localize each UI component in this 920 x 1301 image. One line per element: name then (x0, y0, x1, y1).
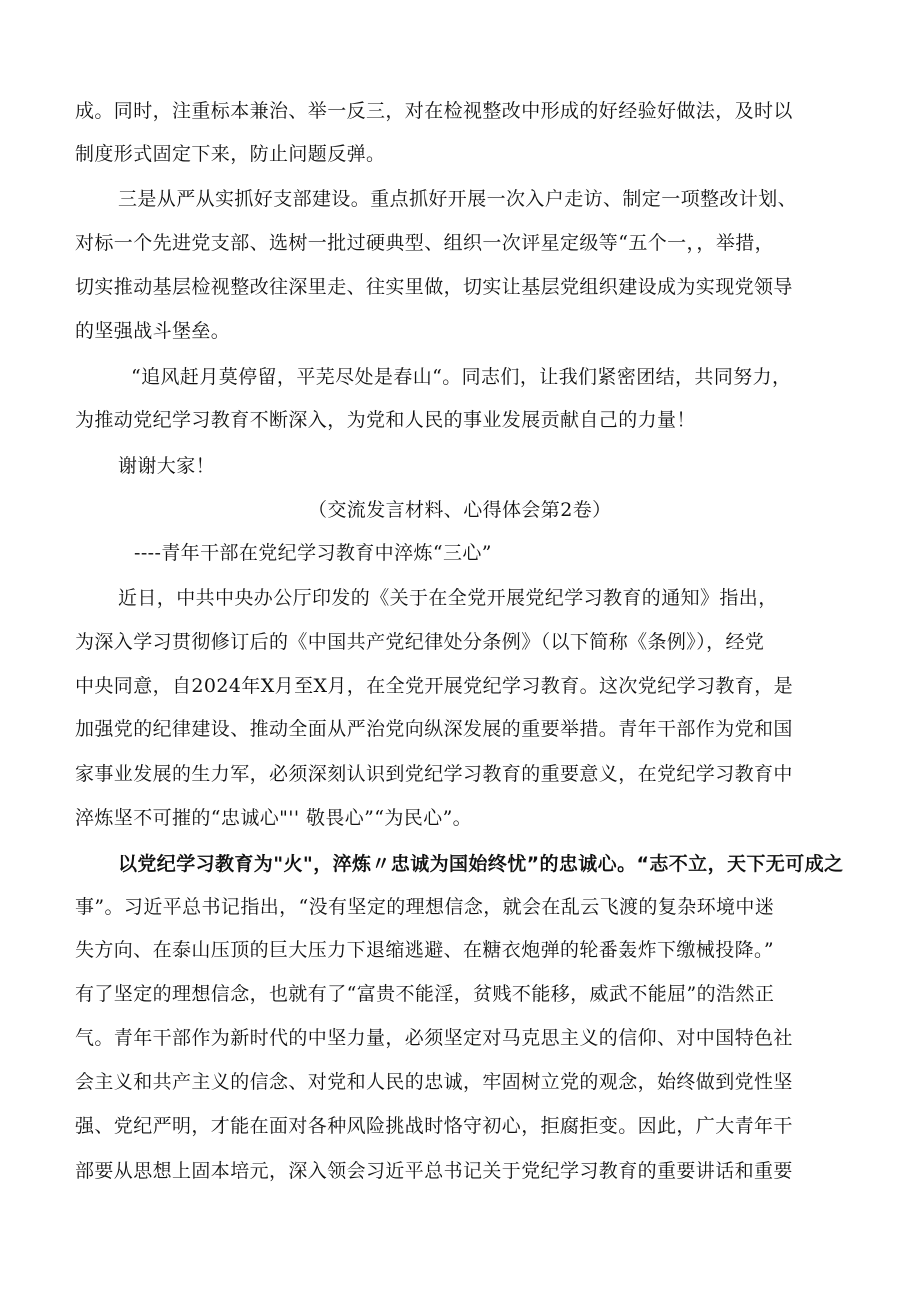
text-line-9: 谢谢大家！ (118, 455, 216, 477)
text-line-23: 会主义和共产主义的信念、对党和人民的忠诚，牢固树立党的观念，始终做到党性坚 (75, 1071, 793, 1093)
text-line-6: 的坚强战斗堡垒。 (75, 320, 231, 342)
text-line-21: 有了坚定的理想信念，也就有了“富贵不能淫，贫贱不能移，威武不能屈”的浩然正 (75, 983, 775, 1005)
text-line-19: 事”。习近平总书记指出，“没有坚定的理想信念，就会在乱云飞渡的复杂环境中迷 (75, 896, 775, 918)
text-line-20: 失方向、在泰山压顶的巨大压力下退缩逃避、在糖衣炮弹的轮番轰炸下缴械投降。” (75, 939, 775, 961)
text-line-15: 加强党的纪律建设、推动全面从严治党向纵深发展的重要举措。青年干部作为党和国 (75, 718, 793, 740)
text-line-25: 部要从思想上固本培元，深入领会习近平总书记关于党纪学习教育的重要讲话和重要 (75, 1160, 793, 1182)
text-line-3: 三是从严从实抓好支部建设。重点抓好开展一次入户走访、制定一项整改计划、 (118, 188, 798, 210)
text-line-7: “追风赶月莫停留，平芜尽处是春山“。同志们，让我们紧密团结，共同努力， (131, 366, 792, 388)
section-subtitle: ----青年干部在党纪学习教育中淬炼“三心” (134, 542, 492, 564)
text-line-14: 中央同意，自2024年X月至X月，在全党开展党纪学习教育。这次党纪学习教育，是 (75, 675, 794, 697)
text-line-2: 制度形式固定下来，防止问题反弹。 (75, 143, 386, 165)
text-line-16: 家事业发展的生力军，必须深刻认识到党纪学习教育的重要意义，在党纪学习教育中 (75, 763, 793, 785)
text-line-24: 强、党纪严明，才能在面对各种风险挑战时恪守初心，拒腐拒变。因此，广大青年干 (75, 1115, 793, 1137)
text-line-12: 近日，中共中央办公厅印发的《关于在全党开展党纪学习教育的通知》指出， (118, 587, 778, 609)
section-title: （交流发言材料、心得体会第2卷） (308, 499, 612, 521)
text-line-22: 气。青年干部作为新时代的中坚力量，必须坚定对马克思主义的信仰、对中国特色社 (75, 1027, 793, 1049)
paragraph-heading: 以党纪学习教育为"火"，淬炼〃忠诚为国始终忧”的忠诚心。“志不立，天下无可成之 (118, 853, 844, 875)
text-line-1: 成。同时，注重标本兼治、举一反三，对在检视整改中形成的好经验好做法，及时以 (75, 100, 793, 122)
text-line-17: 淬炼坚不可摧的“忠诚心"'' 敬畏心”“为民心”。 (75, 807, 473, 829)
text-line-4: 对标一个先进党支部、选树一批过硬典型、组织一次评星定级等“五个一，，举措， (75, 232, 775, 254)
text-line-8: 为推动党纪学习教育不断深入，为党和人民的事业发展贡献自己的力量！ (75, 409, 696, 431)
text-line-13: 为深入学习贯彻修订后的《中国共产党纪律处分条例》（以下简称《条例》），经党 (75, 631, 765, 653)
text-line-5: 切实推动基层检视整改往深里走、往实里做，切实让基层党组织建设成为实现党领导 (75, 276, 793, 298)
